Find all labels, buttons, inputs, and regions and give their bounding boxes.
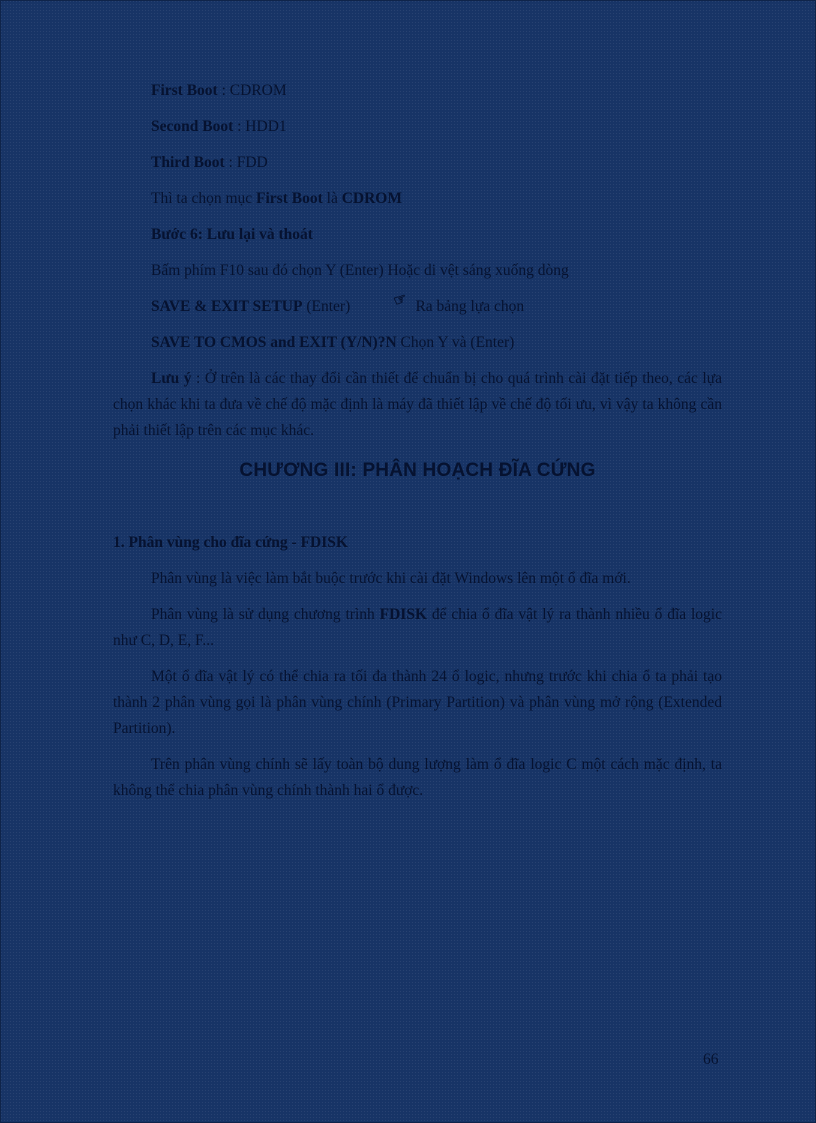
step-6-text: Bước 6: Lưu lại và thoát	[151, 226, 313, 243]
choose-bold-cdrom: CDROM	[341, 190, 402, 207]
chapter-title: CHƯƠNG III: PHÂN HOẠCH ĐĨA CỨNG	[239, 460, 596, 481]
paragraph-3: Một ổ đĩa vật lý có thể chia ra tối đa thành 24 ổ logic, nhưng trước khi chia ổ ta phải tạo thành 2 phân vùng gọi là phân vùng chính (Primary Partition) và phân vùng mở rộng (Extended Partition).	[113, 668, 722, 737]
paragraph-2-prefix: Phân vùng là sử dụng chương trình	[151, 606, 380, 623]
paragraph-2	[113, 602, 722, 654]
press-f10-line: Bấm phím F10 sau đó chọn Y (Enter) Hoặc di vệt sáng xuống dòng	[151, 262, 569, 279]
second-boot-line	[113, 114, 722, 140]
second-boot-value: : HDD1	[233, 118, 287, 135]
choose-bold-first-boot: First Boot	[256, 190, 323, 207]
hand-pointing-icon: ☞	[391, 290, 410, 311]
save-exit-label: SAVE & EXIT SETUP	[151, 298, 303, 315]
first-boot-line	[113, 78, 722, 104]
first-boot-label: First Boot	[151, 82, 218, 99]
save-cmos-line	[113, 330, 722, 356]
save-exit-line	[113, 290, 722, 320]
second-boot-label: Second Boot	[151, 118, 234, 135]
note-text: : Ở trên là các thay đổi cần thiết để chuẩn bị cho quá trình cài đặt tiếp theo, các lựa chọn khác khi ta đưa về chế độ mặc định là máy đã thiết lập về chế độ tối ưu, vì vậy ta không cần phải thiết lập trên các mục khác.	[113, 370, 723, 439]
section-title: 1. Phân vùng cho đĩa cứng - FDISK	[113, 534, 348, 551]
step-6-heading	[113, 222, 722, 248]
choose-prefix: Thì ta chọn mục	[151, 190, 257, 207]
third-boot-value: : FDD	[224, 154, 268, 171]
choose-middle: là	[322, 190, 342, 207]
first-boot-value: : CDROM	[217, 82, 287, 99]
save-cmos-label: SAVE TO CMOS and EXIT (Y/N)?N	[151, 334, 397, 351]
third-boot-label: Third Boot	[151, 154, 225, 171]
choose-first-boot-line	[113, 186, 722, 212]
paragraph-1: Phân vùng là việc làm bắt buộc trước khi cài đặt Windows lên một ổ đĩa mới.	[151, 570, 631, 587]
paragraph-4: Trên phân vùng chính sẽ lấy toàn bộ dung lượng làm ổ đĩa logic C một cách mặc định, ta không thể chia phân vùng chính thành hai ổ được.	[113, 756, 722, 799]
save-exit-middle: (Enter)	[302, 298, 355, 315]
save-exit-after: Ra bảng lựa chọn	[411, 298, 525, 315]
document-body	[113, 78, 722, 814]
save-cmos-after: Chọn Y và (Enter)	[396, 334, 515, 351]
page-number: 66	[703, 1051, 719, 1068]
third-boot-line	[113, 150, 722, 176]
paragraph-2-suffix: để chia ổ đĩa vật lý ra thành nhiều ổ đĩa logic như C, D, E, F...	[113, 606, 722, 649]
fdisk-term: FDISK	[379, 606, 427, 623]
note-label: Lưu ý	[151, 370, 192, 387]
note-paragraph	[113, 366, 722, 444]
